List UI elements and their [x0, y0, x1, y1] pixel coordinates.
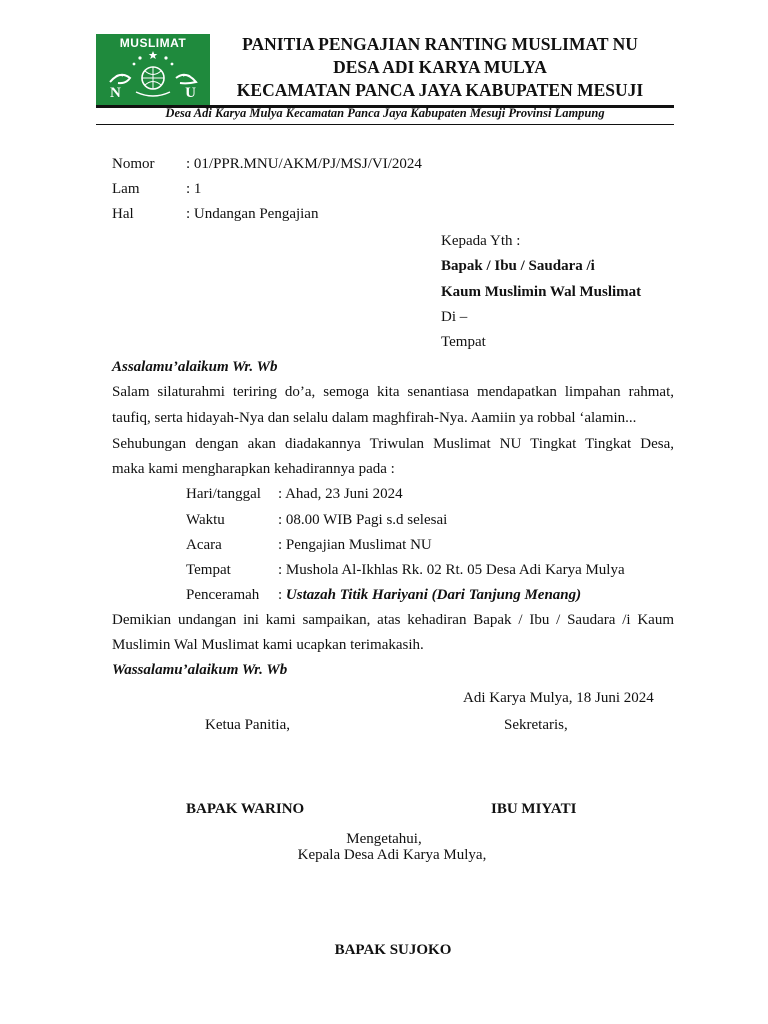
header-rule-thin — [96, 124, 674, 125]
lam-value: : 1 — [186, 181, 202, 197]
logo-letter-u: U — [185, 85, 196, 101]
header-line-3: KECAMATAN PANCA JAYA KABUPATEN MESUJI — [236, 80, 644, 100]
nomor-label: Nomor — [112, 156, 155, 172]
kepala-desa-name: BAPAK SUJOKO — [334, 942, 452, 958]
detail-value-penceramah — [278, 587, 581, 604]
detail-label-waktu: Waktu — [186, 512, 225, 528]
hal-value: : Undangan Pengajian — [186, 206, 319, 222]
recipient-tempat: Tempat — [441, 334, 486, 350]
place-date: Adi Karya Mulya, 18 Juni 2024 — [463, 690, 654, 706]
recipient-kepada: Kepada Yth : — [441, 233, 521, 249]
detail-label-tempat: Tempat — [186, 562, 231, 578]
detail-label-hari: Hari/tanggal — [186, 486, 261, 502]
header-address: Desa Adi Karya Mulya Kecamatan Panca Jaya Kabupaten Mesuji Provinsi Lampung — [165, 106, 605, 120]
greeting: Assalamu’alaikum Wr. Wb — [112, 359, 278, 375]
hal-label: Hal — [112, 206, 134, 222]
paragraph-2-line-2: maka kami mengharapkan kehadirannya pada : — [112, 461, 395, 477]
detail-value-waktu: : 08.00 WIB Pagi s.d selesai — [278, 512, 448, 528]
recipient-line-2: Kaum Muslimin Wal Muslimat — [441, 284, 642, 300]
kepala-desa-title: Kepala Desa Adi Karya Mulya, — [297, 847, 487, 863]
logo-text: MUSLIMAT — [119, 36, 187, 50]
closing-line-1: Demikian undangan ini kami sampaikan, atas kehadiran Bapak / Ibu / Saudara /i Kaum — [112, 612, 674, 628]
detail-value-acara: : Pengajian Muslimat NU — [278, 537, 432, 553]
paragraph-1-line-2: taufiq, serta hidayah-Nya dan selalu dalam maghfirah-Nya. Aamiin ya robbal ‘alamin... — [112, 410, 637, 426]
speaker-name: Ustazah Titik Hariyani (Dari Tanjung Menang) — [285, 587, 582, 603]
farewell: Wassalamu’alaikum Wr. Wb — [112, 662, 288, 678]
nomor-value: : 01/PPR.MNU/AKM/PJ/MSJ/VI/2024 — [186, 156, 422, 172]
lam-label: Lam — [112, 181, 140, 197]
paragraph-1-line-1: Salam silaturahmi teriring do’a, semoga kita senantiasa mendapatkan limpahan rahmat, — [112, 384, 674, 400]
detail-label-acara: Acara — [186, 537, 222, 553]
header-line-2: DESA ADI KARYA MULYA — [333, 57, 547, 77]
recipient-line-1: Bapak / Ibu / Saudara /i — [441, 258, 595, 274]
sekretaris-name: IBU MIYATI — [491, 801, 577, 817]
detail-value-hari: : Ahad, 23 Juni 2024 — [278, 486, 403, 502]
recipient-di: Di – — [441, 309, 468, 325]
muslimat-nu-logo — [96, 34, 210, 105]
paragraph-2-line-1: Sehubungan dengan akan diadakannya Triwulan Muslimat NU Tingkat Tingkat Desa, — [112, 436, 674, 452]
ketua-title: Ketua Panitia, — [205, 717, 290, 733]
ketua-name: BAPAK WARINO — [186, 801, 305, 817]
detail-label-penceramah: Penceramah — [186, 587, 260, 603]
detail-value-tempat: : Mushola Al-Ikhlas Rk. 02 Rt. 05 Desa Adi Karya Mulya — [278, 562, 625, 578]
closing-line-2: Muslimin Wal Muslimat kami ucapkan terimakasih. — [112, 637, 424, 653]
mengetahui: Mengetahui, — [346, 831, 422, 847]
detail-colon-penceramah: : — [278, 587, 286, 603]
logo-letter-n: N — [110, 85, 121, 101]
sekretaris-title: Sekretaris, — [504, 717, 568, 733]
header-line-1: PANITIA PENGAJIAN RANTING MUSLIMAT NU — [242, 34, 638, 54]
